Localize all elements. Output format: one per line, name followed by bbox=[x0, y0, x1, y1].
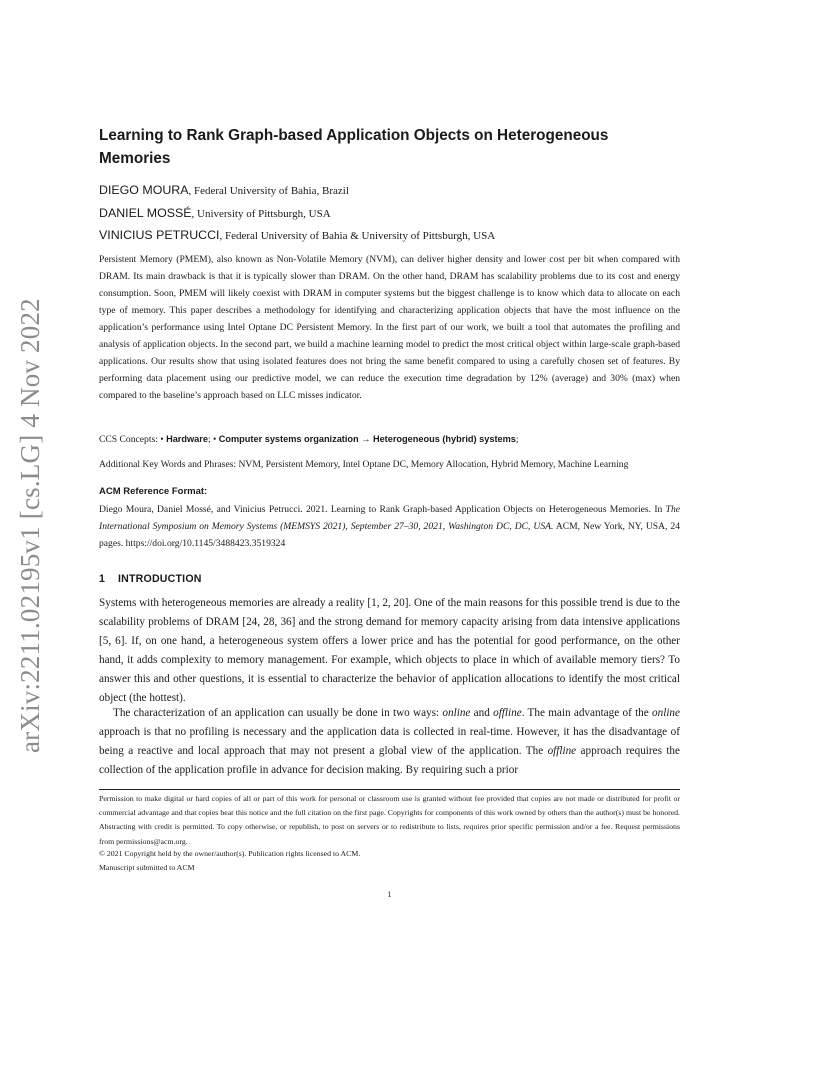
text-run: approach requires the collection of the application profile in advance for decision making. By requiring such a prior bbox=[99, 745, 680, 776]
text-run: and bbox=[470, 707, 494, 719]
author-affiliation: , Federal University of Bahia & University of Pittsburgh, USA bbox=[219, 230, 496, 242]
emphasis-offline: offline bbox=[547, 745, 577, 757]
ccs-label: CCS Concepts: • bbox=[99, 434, 167, 445]
manuscript-note: Manuscript submitted to ACM bbox=[99, 863, 195, 872]
reference-suffix: ACM, New York, NY, USA, 24 pages. https://doi.org/10.1145/3488423.3519324 bbox=[99, 521, 681, 549]
intro-paragraph-2 bbox=[99, 704, 680, 780]
ccs-end: ; bbox=[515, 434, 519, 445]
intro-paragraph-1: Systems with heterogeneous memories are already a reality [1, 2, 20]. One of the main reasons for this possible trend is due to the scalability problems of DRAM [24, 28, 36] and the strong demand for memory capacity arising from data intensive applications [5, 6]. If, on one hand, a heterogeneous system offers a lower price and has the potential for good performance, on the other hand, it adds complexity to memory management. For example, which objects to place in which of available memory tiers? To answer this and other questions, it is essential to characterize the behavior of application allocations to identify the most critical object (the hottest). bbox=[99, 597, 680, 704]
author-entry bbox=[99, 224, 680, 247]
author-affiliation: , University of Pittsburgh, USA bbox=[191, 207, 331, 220]
keywords: Additional Key Words and Phrases: NVM, Persistent Memory, Intel Optane DC, Memory Allocation, Hybrid Memory, Machine Learning bbox=[99, 459, 629, 470]
text-run: approach is that no profiling is necessary and the application data is collected in real-time. However, it has the disadvantage of being a reactive and local approach that may not present a global view of the application. The bbox=[99, 726, 680, 757]
ccs-term-systems: Computer systems organization → Heterogeneous (hybrid) systems bbox=[218, 434, 516, 444]
page-number: 1 bbox=[387, 890, 392, 899]
section-title: INTRODUCTION bbox=[118, 573, 202, 585]
author-name: VINICIUS PETRUCCI bbox=[99, 228, 220, 242]
text-run: The characterization of an application can usually be done in two ways: bbox=[113, 707, 443, 719]
abstract: Persistent Memory (PMEM), also known as Non-Volatile Memory (NVM), can deliver higher density and lower cost per bit when compared with DRAM. Its main drawback is that it is typically slower than DRAM. On the other hand, DRAM has scalability problems due to its cost and energy consumption. Soon, PMEM will likely coexist with DRAM in computer systems but the biggest challenge is to know which data to allocate on each type of memory. This paper describes a methodology for identifying and characterizing application objects that have the most influence on the application’s performance using Intel Optane DC Persistent Memory. In the first part of our work, we built a tool that automates the profiling and analysis of application objects. In the second part, we build a machine learning model to predict the most critical object within large-scale graph-based applications. Our results show that using isolated features does not bring the same benefit compared to using a carefully chosen set of features. By performing data placement using our predictive model, we can reduce the execution time degradation by 12% (average) and 30% (max) when compared to the baseline’s approach based on LLC misses indicator. bbox=[99, 254, 680, 401]
reference-format-heading: ACM Reference Format: bbox=[99, 486, 208, 497]
author-entry bbox=[99, 179, 680, 202]
permission-footnote: Permission to make digital or hard copies of all or part of this work for personal or classroom use is granted without fee provided that copies are not made or distributed for profit or commercial advantage and that copies bear this notice and the full citation on the first page. Copyrights for components of this work owned by others than the author(s) must be honored. Abstracting with credit is permitted. To copy otherwise, or republish, to post on servers or to redistribute to lists, requires prior specific permission and/or a fee. Request permissions from permissions@acm.org. bbox=[99, 794, 680, 846]
arxiv-watermark: arXiv:2211.02195v1 [cs.LG] 4 Nov 2022 bbox=[15, 298, 45, 753]
author-name: DIEGO MOURA bbox=[99, 183, 189, 197]
emphasis-online: online bbox=[652, 707, 680, 719]
copyright-notice: © 2021 Copyright held by the owner/author(s). Publication rights licensed to ACM. bbox=[99, 849, 361, 858]
ccs-separator: ; • bbox=[207, 434, 219, 445]
footnote-divider bbox=[99, 789, 680, 790]
text-run: . The main advantage of the bbox=[521, 707, 653, 719]
author-name: DANIEL MOSSÉ bbox=[99, 205, 192, 220]
ccs-concepts bbox=[99, 431, 680, 448]
reference-prefix: Diego Moura, Daniel Mossé, and Vinicius Petrucci. 2021. Learning to Rank Graph-based Application Objects on Heterogeneous Memories. In bbox=[99, 504, 666, 515]
emphasis-online: online bbox=[442, 707, 471, 719]
ccs-term-hardware: Hardware bbox=[166, 434, 208, 444]
reference-venue: The International Symposium on Memory Systems (MEMSYS 2021), September 27–30, 2021, Washington DC, DC, USA. bbox=[99, 504, 680, 532]
author-entry bbox=[99, 202, 680, 225]
section-heading bbox=[99, 571, 202, 587]
section-number: 1 bbox=[99, 573, 106, 585]
emphasis-offline: offline bbox=[493, 707, 522, 719]
author-list bbox=[99, 179, 680, 247]
author-affiliation: , Federal University of Bahia, Brazil bbox=[188, 185, 349, 197]
reference-format-text bbox=[99, 501, 680, 552]
paper-title: Learning to Rank Graph-based Application Objects on Heterogeneous Memories bbox=[99, 127, 609, 167]
